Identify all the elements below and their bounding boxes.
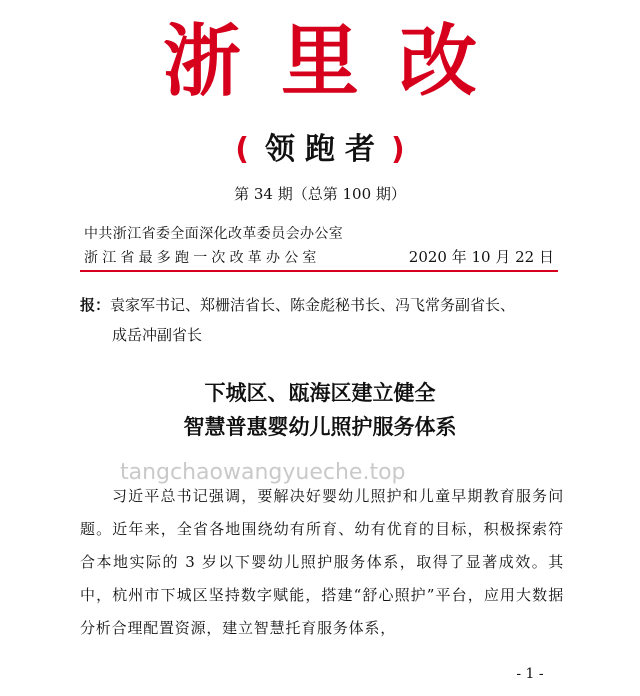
report-line-1: 袁家军书记、郑栅洁省长、陈金彪秘书长、冯飞常务副省长、 xyxy=(110,296,516,314)
subhead-close-paren: ) xyxy=(391,132,405,167)
report-line-2: 成岳冲副省长 xyxy=(112,326,203,344)
watermark: tangchaowangyueche.top xyxy=(120,460,406,485)
masthead-title: 浙里改 xyxy=(162,16,517,107)
issue-number: 第 34 期（总第 100 期） xyxy=(234,185,406,203)
subhead-text: 领跑者 xyxy=(265,132,385,167)
issuer-line-2: 浙江省最多跑一次改革办公室 xyxy=(84,250,321,266)
article-body: 习近平总书记强调，要解决好婴幼儿照护和儿童早期教育服务问题。近年来，全省各地围绕幼有所育、幼有优育的目标，积极探索符合本地实际的 3 岁以下婴幼儿照护服务体系，取得了显著成效。其中，杭州市下城区坚持数字赋能，搭建“舒心照护”平台，应用大数据分析合理配置资源，建立智慧托育服务体系， xyxy=(80,487,564,637)
article-title xyxy=(0,376,640,444)
page-number: - 1 - xyxy=(516,666,544,682)
article-title-line-1: 下城区、瓯海区建立健全 xyxy=(204,380,436,405)
issuer-line-1: 中共浙江省委全面深化改革委员会办公室 xyxy=(84,226,344,242)
issue-date: 2020 年 10 月 22 日 xyxy=(408,248,554,266)
article-title-line-2: 智慧普惠婴幼儿照护服务体系 xyxy=(183,414,457,439)
red-divider xyxy=(80,270,558,272)
subhead xyxy=(0,128,640,172)
report-recipients xyxy=(80,290,570,350)
report-label: 报： xyxy=(80,296,111,314)
subhead-open-paren: ( xyxy=(235,132,249,167)
